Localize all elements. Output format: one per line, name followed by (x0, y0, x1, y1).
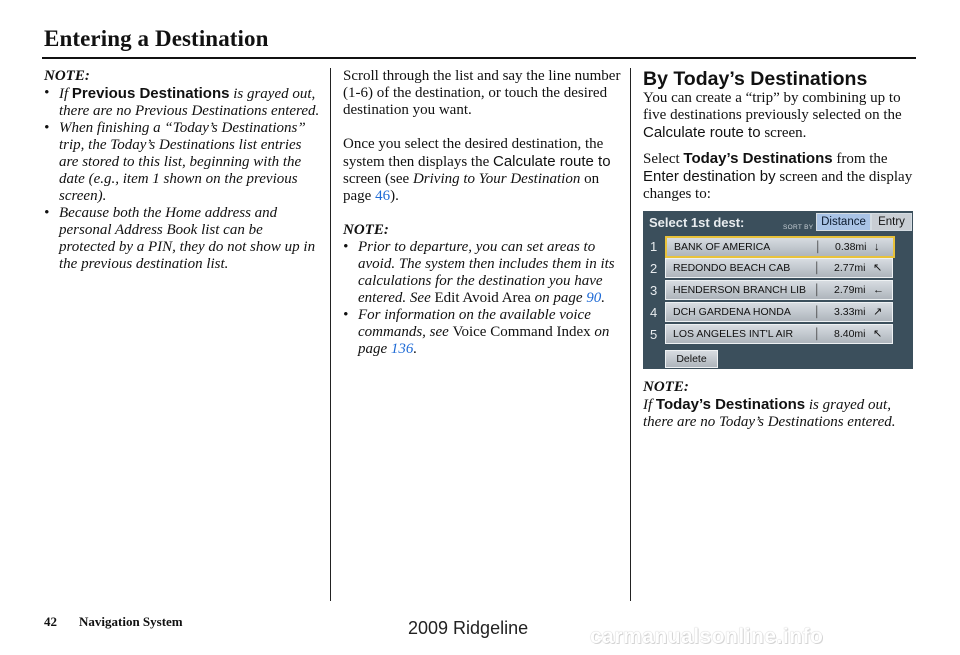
separator: │ (814, 262, 821, 274)
text-span: For information on the available voice commands, see (358, 307, 591, 340)
separator: │ (814, 306, 821, 318)
text-span: If (59, 86, 72, 102)
row-number: 3 (650, 283, 658, 298)
ref-edit-avoid-area: Edit Avoid Area (434, 290, 531, 306)
direction-arrow-icon: ↓ (874, 241, 880, 253)
text-span: ). (390, 188, 399, 204)
text-span: screen (see (343, 171, 413, 187)
destination-distance: 8.40mi (834, 328, 866, 340)
text-span: from the (832, 151, 888, 167)
note-bullet-2 (44, 120, 322, 205)
destination-row (643, 258, 913, 278)
note-bullet-3 (44, 205, 322, 273)
delete-button: Delete (665, 350, 718, 368)
note2-bullet-1 (343, 239, 621, 307)
ui-label-previous-destinations: Previous Destinations (71, 85, 230, 102)
paragraph-scroll: Scroll through the list and say the line number (1-6) of the destination, or touch the desired destination you want. (343, 68, 621, 118)
text-span: Once you select the desired destination, the system then displays the (343, 136, 604, 170)
text-span: screen and the display changes to: (643, 169, 913, 202)
destination-row (643, 236, 913, 256)
column-divider-1 (330, 68, 331, 601)
direction-arrow-icon: ↖ (873, 262, 883, 274)
section-heading: By Today’s Destinations (643, 68, 868, 90)
text-span: You can create a “trip” by combining up to five destinations previously selected on the (643, 90, 902, 123)
direction-arrow-icon: ↖ (873, 328, 883, 340)
text-span: If (643, 397, 656, 413)
nav-screen-sort-by: SORT BY (783, 224, 814, 231)
model-watermark: 2009 Ridgeline (408, 618, 529, 638)
paragraph-select-today (643, 150, 919, 203)
text-span: . (601, 290, 606, 306)
destination-row (643, 302, 913, 322)
page-link-136[interactable]: 136 (390, 341, 414, 357)
text-span: on page (343, 171, 600, 204)
text-span: on page (358, 324, 610, 357)
nav-screen-title: Select 1st dest: (649, 215, 745, 230)
destination-name: BANK OF AMERICA (674, 241, 771, 253)
ui-label-todays-destinations-2: Today’s Destinations (655, 396, 806, 413)
paragraph-trip (643, 90, 919, 142)
text-span: screen. (760, 125, 807, 141)
ref-voice-command-index: Voice Command Index (452, 324, 591, 340)
direction-arrow-icon: ← (873, 284, 884, 296)
text-span: Select (643, 151, 684, 167)
text-span: . (413, 341, 418, 357)
footer-title: Navigation System (79, 614, 183, 629)
text-span: When finishing a “Today’s Destinations” trip, the Today’s Destinations list entries are stored to this list, beginning with the date (e.g., item 1 shown on the previous screen). (59, 120, 306, 204)
column-divider-2 (630, 68, 631, 601)
page-link-90[interactable]: 90 (586, 290, 602, 306)
row-number: 1 (650, 239, 658, 254)
paragraph-select (343, 136, 621, 205)
row-number: 5 (650, 327, 658, 342)
destination-distance: 0.38mi (835, 241, 867, 253)
footer-page-number: 42 (44, 614, 57, 629)
destination-row (643, 280, 913, 300)
destination-name: LOS ANGELES INT'L AIR (673, 328, 794, 340)
destination-button (665, 280, 893, 300)
destination-distance: 3.33mi (834, 306, 866, 318)
note-bullets-2 (343, 239, 621, 358)
spacer (643, 142, 919, 150)
note-bullet-1 (44, 85, 322, 120)
destination-distance: 2.77mi (834, 262, 866, 274)
destination-name: DCH GARDENA HONDA (673, 306, 791, 318)
note-label-2: NOTE: (343, 222, 389, 238)
note-bullets (44, 85, 322, 273)
destination-name: REDONDO BEACH CAB (673, 262, 791, 274)
text-span: Prior to departure, you can set areas to avoid. The system then includes them in its calculations for the destination you have entered. See (358, 239, 615, 306)
ui-label-enter-destination-by: Enter destination by (643, 168, 776, 185)
note-label: NOTE: (44, 68, 90, 84)
spacer (343, 205, 621, 222)
separator: │ (814, 328, 821, 340)
row-number: 2 (650, 261, 658, 276)
text-span: is grayed out, there are no Previous Destinations entered. (59, 86, 320, 119)
header-rule (42, 57, 916, 59)
destination-name: HENDERSON BRANCH LIB (673, 284, 807, 296)
spacer (343, 119, 621, 136)
destination-button (665, 258, 893, 278)
note-label-3: NOTE: (643, 379, 689, 395)
row-number: 4 (650, 305, 658, 320)
direction-arrow-icon: ↗ (873, 306, 883, 318)
separator: │ (815, 241, 822, 253)
page-header-title: Entering a Destination (44, 26, 269, 51)
text-span: Because both the Home address and personal Address Book list can be protected by a PIN, they do not show up in the previous destination list. (59, 205, 316, 272)
site-watermark: carmanualsonline.info (590, 625, 824, 648)
text-span: on page (530, 290, 587, 306)
ui-label-calculate-route-2: Calculate route to (643, 124, 761, 141)
destination-distance: 2.79mi (834, 284, 866, 296)
destination-button (665, 302, 893, 322)
destination-button (665, 324, 893, 344)
column-3 (643, 68, 919, 431)
ui-label-todays-destinations: Today’s Destinations (683, 150, 833, 167)
note-grayed-out (643, 396, 919, 431)
column-2 (343, 68, 621, 358)
destination-button (665, 236, 895, 258)
note2-bullet-2 (343, 307, 621, 358)
page-link-46[interactable]: 46 (375, 188, 391, 204)
sort-distance-tab: Distance (816, 213, 871, 231)
ui-label-calculate-route: Calculate route to (493, 153, 611, 170)
nav-screen-image (643, 211, 913, 369)
ref-driving-to-destination: Driving to Your Destination (412, 171, 581, 187)
column-1 (44, 68, 322, 273)
sort-entry-tab: Entry (871, 213, 912, 231)
text-span: is grayed out, there are no Today’s Destinations entered. (643, 397, 896, 430)
separator: │ (814, 284, 821, 296)
destination-row (643, 324, 913, 344)
